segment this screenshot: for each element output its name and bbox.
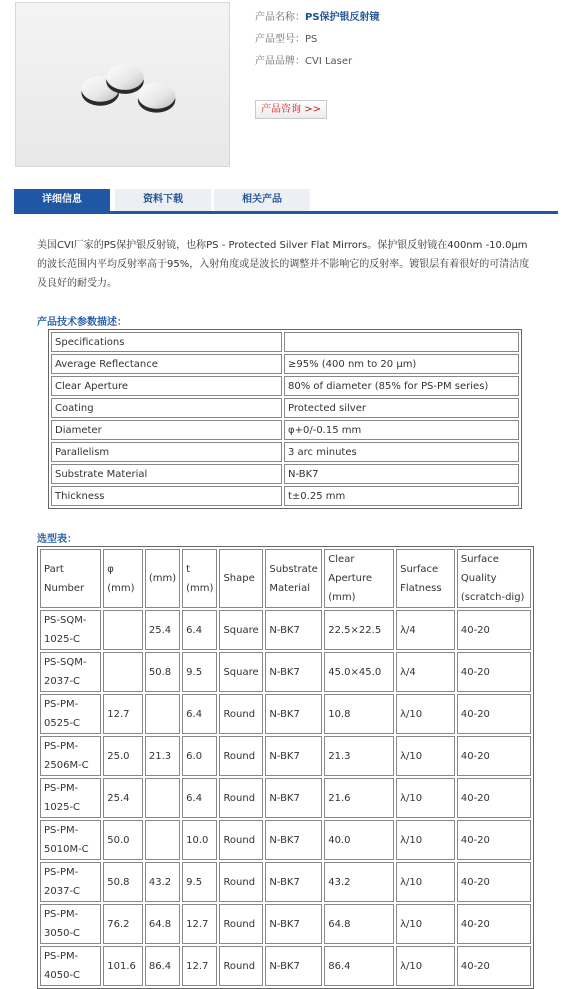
- selection-cell: 21.3: [324, 736, 394, 776]
- product-name-label: 产品名称：: [255, 12, 305, 23]
- selection-cell: [145, 694, 180, 734]
- selection-cell: Round: [219, 820, 263, 860]
- product-name-value: PS保护银反射镜: [305, 12, 380, 23]
- selection-cell: 40.0: [324, 820, 394, 860]
- part-number-cell: PS-PM-1025-C: [40, 778, 101, 818]
- spec-value-cell: Protected silver: [284, 398, 519, 418]
- table-row: [40, 736, 531, 776]
- selection-cell: 40-20: [457, 904, 531, 944]
- spec-row: [51, 332, 519, 352]
- selection-cell: Round: [219, 862, 263, 902]
- specs-table: [48, 329, 522, 509]
- selection-cell: 76.2: [103, 904, 143, 944]
- spec-name-cell: Average Reflectance: [51, 354, 282, 374]
- selection-cell: 21.3: [145, 736, 180, 776]
- table-row: [40, 862, 531, 902]
- selection-cell: 101.6: [103, 946, 143, 986]
- selection-cell: 40-20: [457, 610, 531, 650]
- selection-cell: 9.5: [182, 862, 217, 902]
- spec-row: [51, 376, 519, 396]
- table-row: [40, 946, 531, 986]
- selection-table: [37, 546, 534, 989]
- selection-cell: 6.4: [182, 694, 217, 734]
- selection-cell: N-BK7: [265, 694, 322, 734]
- selection-cell: 9.5: [182, 652, 217, 692]
- selection-cell: N-BK7: [265, 652, 322, 692]
- selection-cell: 6.4: [182, 610, 217, 650]
- part-number-cell: PS-PM-0525-C: [40, 694, 101, 734]
- product-name-row: [255, 10, 555, 32]
- selection-cell: Square: [219, 652, 263, 692]
- selection-cell: 12.7: [182, 946, 217, 986]
- spec-value-cell: t±0.25 mm: [284, 486, 519, 506]
- selection-header-row: [40, 549, 531, 608]
- table-row: [40, 778, 531, 818]
- selection-cell: 40-20: [457, 820, 531, 860]
- selection-cell: [103, 610, 143, 650]
- selection-cell: [145, 778, 180, 818]
- spec-row: [51, 442, 519, 462]
- selection-cell: 21.6: [324, 778, 394, 818]
- selection-cell: 40-20: [457, 694, 531, 734]
- selection-cell: N-BK7: [265, 736, 322, 776]
- detail-tabs: [14, 189, 558, 214]
- spec-value-cell: N-BK7: [284, 464, 519, 484]
- selection-cell: λ/10: [396, 778, 455, 818]
- selection-header-cell: Surface Flatness: [396, 549, 455, 608]
- selection-header-cell: Part Number: [40, 549, 101, 608]
- selection-header-cell: (mm): [145, 549, 180, 608]
- part-number-cell: PS-PM-2506M-C: [40, 736, 101, 776]
- part-number-cell: PS-PM-5010M-C: [40, 820, 101, 860]
- selection-cell: 12.7: [103, 694, 143, 734]
- spec-value-cell: 80% of diameter (85% for PS-PM series): [284, 376, 519, 396]
- spec-row: [51, 420, 519, 440]
- selection-cell: 40-20: [457, 736, 531, 776]
- selection-cell: 25.0: [103, 736, 143, 776]
- selection-cell: N-BK7: [265, 610, 322, 650]
- selection-cell: N-BK7: [265, 820, 322, 860]
- spec-row: [51, 486, 519, 506]
- product-brand-label: 产品品牌：: [255, 56, 305, 67]
- selection-cell: 12.7: [182, 904, 217, 944]
- selection-header-cell: Substrate Material: [265, 549, 322, 608]
- selection-cell: λ/10: [396, 694, 455, 734]
- selection-cell: 43.2: [145, 862, 180, 902]
- spec-name-cell: Substrate Material: [51, 464, 282, 484]
- selection-cell: 64.8: [145, 904, 180, 944]
- part-number-cell: PS-SQM-1025-C: [40, 610, 101, 650]
- product-model-row: [255, 32, 555, 54]
- selection-cell: 40-20: [457, 862, 531, 902]
- spec-value-cell: φ+0/-0.15 mm: [284, 420, 519, 440]
- spec-value-cell: 3 arc minutes: [284, 442, 519, 462]
- selection-cell: λ/10: [396, 862, 455, 902]
- selection-cell: 6.0: [182, 736, 217, 776]
- tab-downloads[interactable]: 资料下载: [115, 189, 211, 211]
- selection-cell: Round: [219, 778, 263, 818]
- spec-name-cell: Clear Aperture: [51, 376, 282, 396]
- tab-details[interactable]: 详细信息: [14, 189, 110, 211]
- mirror-discs-image: [16, 3, 229, 166]
- selection-cell: 22.5×22.5: [324, 610, 394, 650]
- product-brand-row: [255, 54, 555, 76]
- selection-cell: 40-20: [457, 652, 531, 692]
- selection-cell: Round: [219, 694, 263, 734]
- selection-cell: 25.4: [103, 778, 143, 818]
- selection-cell: λ/10: [396, 736, 455, 776]
- selection-cell: [103, 652, 143, 692]
- spec-row: [51, 398, 519, 418]
- tab-related-products[interactable]: 相关产品: [214, 189, 310, 211]
- selection-cell: 50.0: [103, 820, 143, 860]
- product-intro: 美国CVI厂家的PS保护银反射镜，也称PS - Protected Silver Flat Mirrors。保护银反射镜在400nm -10.0μm的波长范围内平均反射率高于95%，入射角度或是波长的调整并不影响它的反射率。镀银层有着很好的可清洁度及良好的耐受力。: [37, 240, 530, 289]
- spec-value-cell: ≥95% (400 nm to 20 μm): [284, 354, 519, 374]
- selection-cell: λ/10: [396, 946, 455, 986]
- product-model-label: 产品型号：: [255, 34, 305, 45]
- spec-name-cell: Coating: [51, 398, 282, 418]
- selection-cell: 43.2: [324, 862, 394, 902]
- selection-header-cell: φ (mm): [103, 549, 143, 608]
- selection-header-cell: Shape: [219, 549, 263, 608]
- spec-value-cell: [284, 332, 519, 352]
- selection-cell: 40-20: [457, 778, 531, 818]
- table-row: [40, 904, 531, 944]
- table-row: [40, 694, 531, 734]
- table-row: [40, 652, 531, 692]
- part-number-cell: PS-PM-2037-C: [40, 862, 101, 902]
- selection-cell: N-BK7: [265, 946, 322, 986]
- table-row: [40, 820, 531, 860]
- selection-cell: Round: [219, 946, 263, 986]
- selection-cell: 25.4: [145, 610, 180, 650]
- selection-cell: Round: [219, 736, 263, 776]
- selection-cell: λ/10: [396, 904, 455, 944]
- selection-header-cell: Clear Aperture (mm): [324, 549, 394, 608]
- product-info: [255, 10, 555, 76]
- part-number-cell: PS-PM-4050-C: [40, 946, 101, 986]
- product-brand-value: CVI Laser: [305, 56, 353, 67]
- selection-cell: N-BK7: [265, 778, 322, 818]
- selection-cell: 10.0: [182, 820, 217, 860]
- selection-cell: 86.4: [145, 946, 180, 986]
- part-number-cell: PS-PM-3050-C: [40, 904, 101, 944]
- selection-cell: 50.8: [145, 652, 180, 692]
- specs-title: 产品技术参数描述：: [37, 317, 127, 328]
- selection-cell: Round: [219, 904, 263, 944]
- selection-cell: 50.8: [103, 862, 143, 902]
- selection-cell: 6.4: [182, 778, 217, 818]
- selection-cell: [145, 820, 180, 860]
- spec-name-cell: Parallelism: [51, 442, 282, 462]
- selection-cell: 45.0×45.0: [324, 652, 394, 692]
- spec-name-cell: Diameter: [51, 420, 282, 440]
- selection-cell: λ/10: [396, 820, 455, 860]
- selection-cell: N-BK7: [265, 904, 322, 944]
- product-inquiry-button[interactable]: 产品咨询 >>: [255, 100, 327, 119]
- selection-header-cell: t (mm): [182, 549, 217, 608]
- table-row: [40, 610, 531, 650]
- product-model-value: PS: [305, 34, 318, 45]
- spec-row: [51, 354, 519, 374]
- selection-cell: λ/4: [396, 610, 455, 650]
- part-number-cell: PS-SQM-2037-C: [40, 652, 101, 692]
- selection-cell: 10.8: [324, 694, 394, 734]
- selection-cell: 64.8: [324, 904, 394, 944]
- product-image: [15, 2, 230, 167]
- selection-header-cell: Surface Quality (scratch-dig): [457, 549, 531, 608]
- selection-cell: Square: [219, 610, 263, 650]
- spec-row: [51, 464, 519, 484]
- selection-cell: 40-20: [457, 946, 531, 986]
- selection-cell: 86.4: [324, 946, 394, 986]
- spec-name-cell: Specifications: [51, 332, 282, 352]
- selection-cell: λ/4: [396, 652, 455, 692]
- selection-cell: N-BK7: [265, 862, 322, 902]
- spec-name-cell: Thickness: [51, 486, 282, 506]
- selection-title: 选型表：: [37, 534, 77, 545]
